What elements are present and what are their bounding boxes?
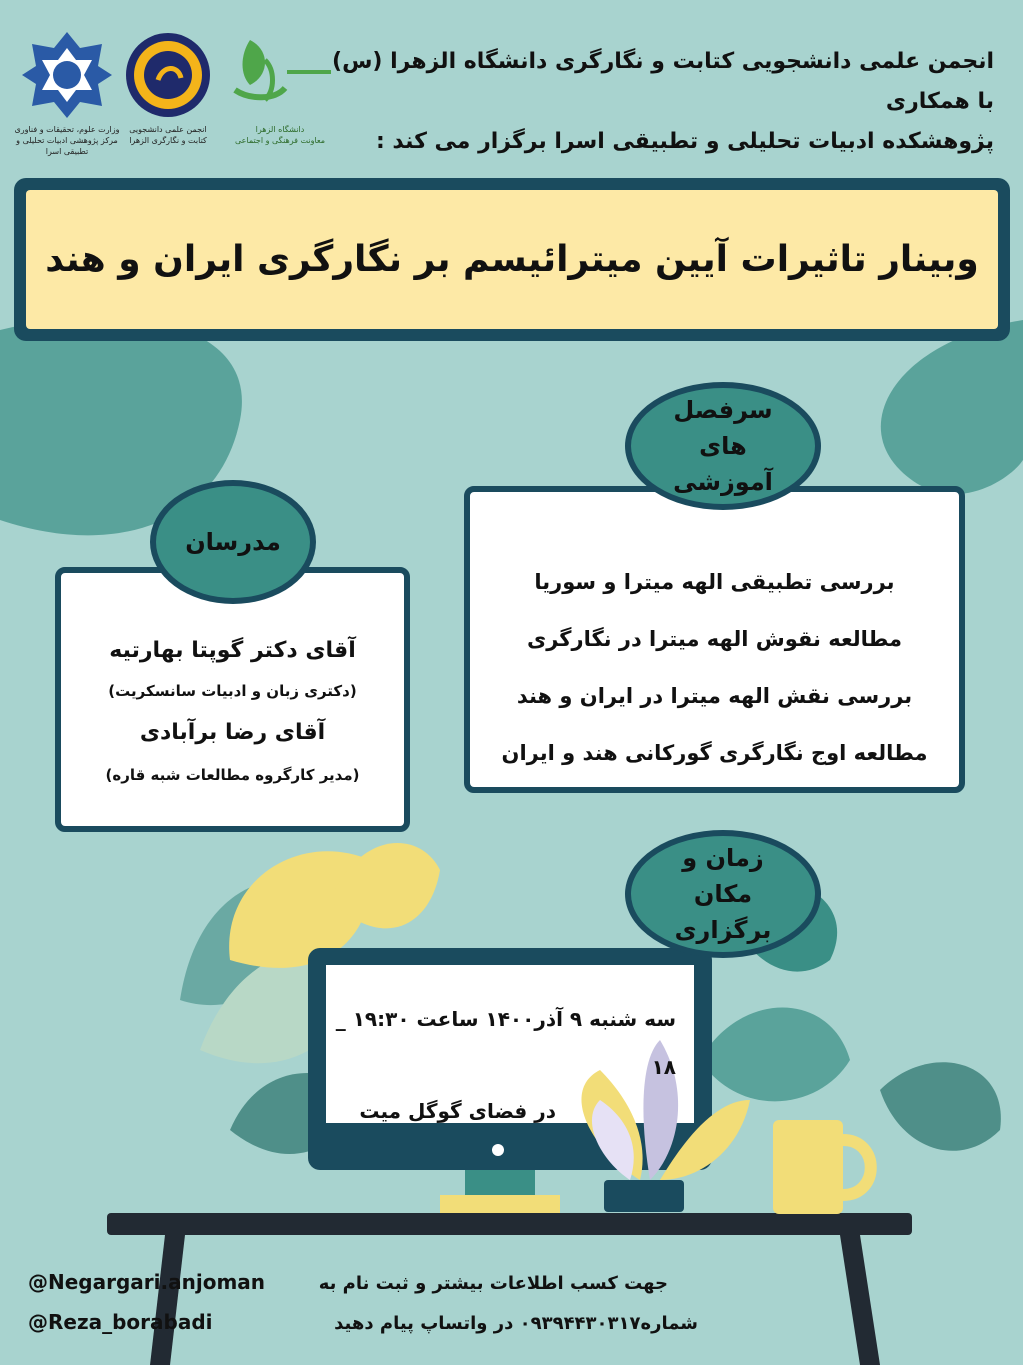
right-blob xyxy=(881,320,1023,494)
social-handles xyxy=(28,1262,265,1342)
topics-list xyxy=(470,554,959,782)
topics-heading-badge xyxy=(625,382,821,510)
handle-anjoman[interactable]: @Negargari.anjoman xyxy=(28,1270,266,1294)
schedule-place: در فضای گوگل میت xyxy=(359,1099,556,1123)
plant-pot xyxy=(604,1180,684,1212)
header-line-2: پژوهشکده ادبیات تحلیلی و تطبیقی اسرا برگزار می کند : xyxy=(375,129,994,154)
logo-ministry xyxy=(14,30,120,157)
table-top xyxy=(107,1213,912,1235)
logo-ministry-caption: وزارت علوم، تحقیقات و فناوری مرکز پژوهشی ادبیات تحلیلی و تطبیقی اسرا xyxy=(14,125,120,156)
anjoman-emblem-icon xyxy=(123,30,213,120)
schedule-date: سه شنبه ۹ آذر۱۴۰۰ ساعت ۱۹:۳۰ _ ۱۸ xyxy=(335,1007,676,1079)
handle-reza[interactable]: @Reza_borabadi xyxy=(28,1310,213,1334)
leaf-teal-right2 xyxy=(880,1062,1001,1151)
logo-anjoman xyxy=(123,30,213,146)
contact-line-2: شماره۰۹۳۹۴۴۳۰۳۱۷ در واتساپ پیام دهید xyxy=(334,1313,698,1334)
contact-line-1: جهت کسب اطلاعات بیشتر و ثبت نام به xyxy=(318,1273,668,1294)
topic-item: مطالعه نقوش الهه میترا در نگارگری xyxy=(526,627,903,651)
topic-item: بررسی نقش الهه میترا در ایران و هند xyxy=(516,684,913,708)
monitor-stand xyxy=(465,1170,535,1195)
teacher-1-name: آقای دکتر گوپتا بهارتیه xyxy=(109,638,356,663)
monitor-button xyxy=(492,1144,504,1156)
topic-item: بررسی تطبیقی الهه میترا و سوریا xyxy=(534,570,895,594)
schedule-heading-badge xyxy=(625,830,821,958)
ministry-emblem-icon xyxy=(22,30,112,120)
table-leg-right xyxy=(840,1235,880,1365)
contact-info xyxy=(300,1264,698,1344)
teacher-1-role: (دکتری زبان و ادبیات سانسکریت) xyxy=(108,682,357,700)
teacher-2-name: آقای رضا برآبادی xyxy=(139,720,326,745)
schedule-text xyxy=(326,995,676,1131)
mug-handle xyxy=(843,1140,871,1195)
topics-card xyxy=(464,486,965,793)
topic-item: مطالعه اوج نگارگری گورکانی هند و ایران xyxy=(501,741,928,765)
logo-alzahra-caption: دانشگاه الزهرا معاونت فرهنگی و اجتماعی xyxy=(234,125,326,145)
teachers-card xyxy=(55,567,410,832)
topics-heading: سرفصل های آموزشی xyxy=(673,396,773,496)
leaf-teal-right3 xyxy=(700,1008,850,1102)
title-banner-inner xyxy=(26,190,998,329)
teacher-2-role: (مدیر کارگروه مطالعات شبه قاره) xyxy=(105,766,360,784)
page-title: وبینار تاثیرات آیین میترائیسم بر نگارگری ایران و هند xyxy=(45,239,979,280)
alzahra-emblem-icon xyxy=(225,30,335,120)
teachers-heading: مدرسان xyxy=(185,528,281,556)
header xyxy=(330,42,994,162)
title-banner xyxy=(14,178,1010,341)
mug xyxy=(773,1120,843,1214)
monitor-base xyxy=(440,1195,560,1213)
teachers-list xyxy=(61,629,404,793)
schedule-heading: زمان و مکان برگزاری xyxy=(674,844,772,944)
teachers-heading-badge xyxy=(150,480,316,604)
logo-alzahra xyxy=(225,30,335,146)
logo-anjoman-caption: انجمن علمی دانشجویی کتابت و نگارگری الزهرا xyxy=(129,125,207,145)
header-line-1: انجمن علمی دانشجویی کتابت و نگارگری دانشگاه الزهرا (س) با همکاری xyxy=(332,49,994,114)
